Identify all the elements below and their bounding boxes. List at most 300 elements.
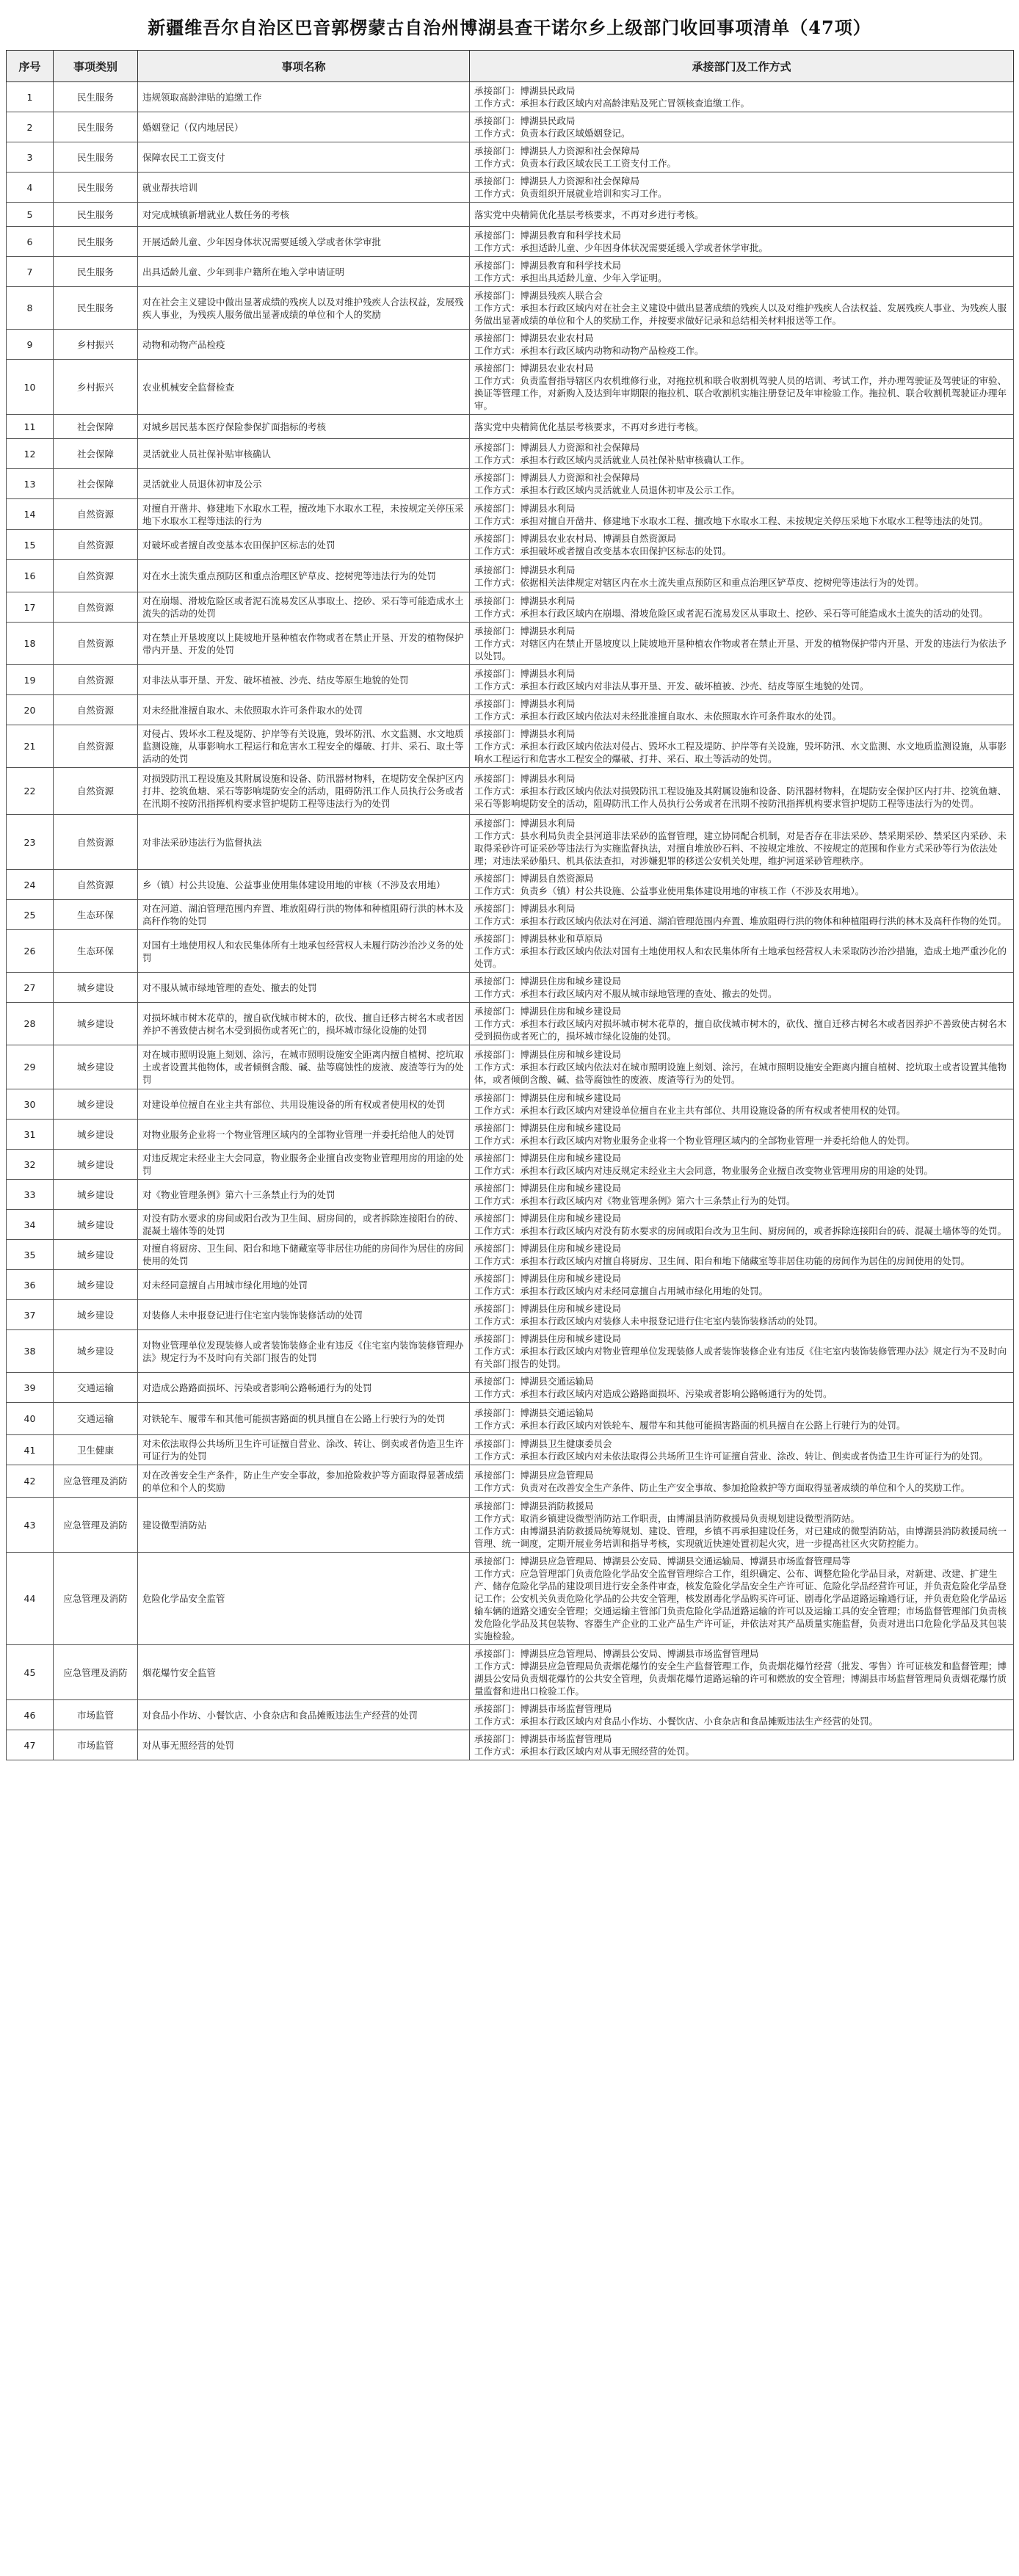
cell-name: 对在社会主义建设中做出显著成绩的残疾人以及对维护残疾人合法权益，发展残疾人事业，为残疾人服务做出显著成绩的单位和个人的奖励 [138, 287, 470, 330]
cell-name: 对损毁防汛工程设施及其附属设施和设备、防汛器材物料，在堤防安全保护区内打井、挖筑鱼塘、采石等影响堤防安全的活动，阻碍防汛工作人员执行公务或者在汛期不按防汛指挥机构要求管护堤防工程等违法行为的处罚 [138, 768, 470, 815]
table-row [7, 439, 1014, 469]
dept-line: 承接部门：博湖县住房和城乡建设局 [474, 1092, 622, 1103]
table-row [7, 469, 1014, 499]
cell-no: 4 [7, 173, 54, 203]
cell-dept [470, 815, 1014, 870]
header-dept: 承接部门及工作方式 [470, 51, 1014, 82]
dept-line: 工作方式：依据相关法律规定对辖区内在水土流失重点预防区和重点治理区铲草皮、挖树兜等违法行为的处罚。 [474, 576, 924, 588]
cell-no: 5 [7, 203, 54, 227]
dept-line: 承接部门：博湖县应急管理局、博湖县公安局、博湖县交通运输局、博湖县市场监督管理局等 [474, 1556, 851, 1567]
table-row [7, 815, 1014, 870]
cell-dept [470, 1150, 1014, 1180]
cell-dept [470, 227, 1014, 257]
dept-line: 承接部门：博湖县消防救援局 [474, 1501, 594, 1512]
cell-dept [470, 725, 1014, 768]
table-row [7, 1373, 1014, 1403]
table-row [7, 725, 1014, 768]
cell-dept [470, 203, 1014, 227]
cell-no: 32 [7, 1150, 54, 1180]
dept-line: 落实党中央精简优化基层考核要求，不再对乡进行考核。 [474, 208, 704, 220]
table-row [7, 1240, 1014, 1270]
dept-line: 工作方式：由博湖县消防救援局统筹规划、建设、管理，乡镇不再承担建设任务，对已建成的微型消防站，由博湖县消防救援局统一管理、统一调度，定期开展业务培训和指导考核，实现就近快速处置初起火灾，进一步提高社区火灾防控能力。 [474, 1525, 1007, 1549]
table-row [7, 1645, 1014, 1700]
dept-line: 工作方式：负责本行政区域婚姻登记。 [474, 128, 631, 139]
cell-name: 对从事无照经营的处罚 [138, 1730, 470, 1760]
cell-no: 42 [7, 1465, 54, 1498]
table-row [7, 623, 1014, 665]
cell-category: 城乡建设 [54, 1300, 138, 1330]
cell-no: 16 [7, 560, 54, 592]
cell-dept [470, 112, 1014, 142]
dept-line: 工作方式：承担本行政区域内在崩塌、滑坡危险区或者泥石流易发区从事取土、挖砂、采石等可能造成水土流失的活动的处罚。 [474, 608, 989, 619]
dept-line: 承接部门：博湖县自然资源局 [474, 873, 594, 884]
dept-line: 工作方式：承担本行政区域内对未依法取得公共场所卫生许可证擅自营业、涂改、转让、倒卖或者伪造卫生许可证行为的处罚。 [474, 1451, 989, 1462]
cell-dept [470, 1465, 1014, 1498]
table-row [7, 82, 1014, 112]
cell-no: 26 [7, 930, 54, 973]
cell-name: 出具适龄儿童、少年到非户籍所在地入学申请证明 [138, 257, 470, 287]
cell-name: 对非法从事开垦、开发、破坏植被、沙壳、结皮等原生地貌的处罚 [138, 665, 470, 695]
table-row [7, 1553, 1014, 1645]
cell-category: 民生服务 [54, 112, 138, 142]
cell-name: 对擅自将厨房、卫生间、阳台和地下储藏室等非居住功能的房间作为居住的房间使用的处罚 [138, 1240, 470, 1270]
cell-dept [470, 1700, 1014, 1730]
dept-line: 工作方式：承担本行政区域内依法对在河道、湖泊管理范围内弃置、堆放阻碍行洪的物体和种植阻碍行洪的林木及高秆作物的处罚。 [474, 915, 1007, 926]
cell-category: 自然资源 [54, 815, 138, 870]
cell-no: 25 [7, 900, 54, 930]
cell-category: 自然资源 [54, 665, 138, 695]
dept-line: 工作方式：取消乡镇建设微型消防站工作职责，由博湖县消防救援局负责规划建设微型消防站。 [474, 1513, 860, 1524]
cell-name: 对侵占、毁坏水工程及堤防、护岸等有关设施，毁坏防汛、水文监测、水文地质监测设施，从事影响水工程运行和危害水工程安全的爆破、打井、采石、取土等活动的处罚 [138, 725, 470, 768]
cell-dept [470, 499, 1014, 530]
cell-category: 交通运输 [54, 1373, 138, 1403]
dept-line: 承接部门：博湖县水利局 [474, 668, 576, 679]
cell-category: 自然资源 [54, 768, 138, 815]
cell-category: 社会保障 [54, 469, 138, 499]
cell-category: 城乡建设 [54, 1210, 138, 1240]
cell-no: 12 [7, 439, 54, 469]
cell-category: 社会保障 [54, 439, 138, 469]
cell-category: 社会保障 [54, 415, 138, 439]
cell-category: 民生服务 [54, 203, 138, 227]
cell-name: 对没有防水要求的房间或阳台改为卫生间、厨房间的，或者拆除连接阳台的砖、混凝土墙体等的处罚 [138, 1210, 470, 1240]
cell-dept [470, 592, 1014, 623]
dept-line: 工作方式：承担本行政区域内对高龄津贴及死亡冒领核查追缴工作。 [474, 98, 750, 109]
dept-line: 承接部门：博湖县住房和城乡建设局 [474, 1333, 622, 1344]
dept-line: 承接部门：博湖县教育和科学技术局 [474, 260, 622, 271]
cell-no: 15 [7, 530, 54, 560]
cell-dept [470, 1300, 1014, 1330]
cell-category: 自然资源 [54, 623, 138, 665]
table-row [7, 257, 1014, 287]
table-header-row [7, 51, 1014, 82]
cell-no: 35 [7, 1240, 54, 1270]
cell-no: 36 [7, 1270, 54, 1300]
cell-category: 自然资源 [54, 725, 138, 768]
table-row [7, 1730, 1014, 1760]
cell-no: 43 [7, 1498, 54, 1553]
dept-line: 承接部门：博湖县卫生健康委员会 [474, 1438, 612, 1449]
cell-name: 对在改善安全生产条件，防止生产安全事故，参加抢险救护等方面取得显著成绩的单位和个人的奖励 [138, 1465, 470, 1498]
cell-no: 23 [7, 815, 54, 870]
cell-name: 保障农民工工资支付 [138, 142, 470, 173]
dept-line: 承接部门：博湖县住房和城乡建设局 [474, 1153, 622, 1164]
dept-line: 承接部门：博湖县住房和城乡建设局 [474, 1183, 622, 1194]
cell-name: 对造成公路路面损坏、污染或者影响公路畅通行为的处罚 [138, 1373, 470, 1403]
table-row [7, 1330, 1014, 1373]
cell-category: 自然资源 [54, 695, 138, 725]
cell-no: 2 [7, 112, 54, 142]
cell-dept [470, 1270, 1014, 1300]
cell-name: 对破坏或者擅自改变基本农田保护区标志的处罚 [138, 530, 470, 560]
cell-dept [470, 1210, 1014, 1240]
cell-dept [470, 1435, 1014, 1465]
table-row [7, 415, 1014, 439]
cell-no: 31 [7, 1120, 54, 1150]
dept-line: 工作方式：承担本行政区域内对物业管理单位发现装修人或者装饰装修企业有违反《住宅室内装饰装修管理办法》规定行为不及时向有关部门报告的处罚。 [474, 1346, 1007, 1369]
cell-dept [470, 1498, 1014, 1553]
cell-no: 10 [7, 360, 54, 415]
cell-category: 交通运输 [54, 1403, 138, 1435]
cell-no: 7 [7, 257, 54, 287]
dept-line: 承接部门：博湖县交通运输局 [474, 1407, 594, 1418]
cell-category: 城乡建设 [54, 1003, 138, 1045]
cell-dept [470, 665, 1014, 695]
dept-line: 工作方式：承担本行政区域内对从事无照经营的处罚。 [474, 1746, 695, 1757]
table-row [7, 665, 1014, 695]
cell-name: 对不服从城市绿地管理的查处、撤去的处罚 [138, 973, 470, 1003]
dept-line: 工作方式：承担本行政区域内依法对在城市照明设施上刻划、涂污，在城市照明设施安全距离内擅自植树、挖坑取土或者设置其他物体，或者倾倒含酸、碱、盐等腐蚀性的废液、废渣等行为的处罚。 [474, 1062, 1007, 1085]
cell-name: 对物业服务企业将一个物业管理区域内的全部物业管理一并委托给他人的处罚 [138, 1120, 470, 1150]
dept-line: 工作方式：负责乡（镇）村公共设施、公益事业使用集体建设用地的审核工作（不涉及农用地）。 [474, 885, 865, 896]
cell-category: 生态环保 [54, 930, 138, 973]
dept-line: 承接部门：博湖县人力资源和社会保障局 [474, 145, 640, 156]
dept-line: 承接部门：博湖县民政局 [474, 115, 576, 126]
dept-line: 承接部门：博湖县市场监督管理局 [474, 1703, 612, 1714]
cell-dept [470, 1373, 1014, 1403]
items-table [6, 50, 1014, 1760]
cell-name: 对在崩塌、滑坡危险区或者泥石流易发区从事取土、挖砂、采石等可能造成水土流失的活动的处罚 [138, 592, 470, 623]
cell-no: 11 [7, 415, 54, 439]
cell-name: 对食品小作坊、小餐饮店、小食杂店和食品摊贩违法生产经营的处罚 [138, 1700, 470, 1730]
cell-no: 40 [7, 1403, 54, 1435]
cell-name: 对《物业管理条例》第六十三条禁止行为的处罚 [138, 1180, 470, 1210]
dept-line: 工作方式：承担本行政区域内依法对未经批准擅自取水、未依照取水许可条件取水的处罚。 [474, 711, 842, 722]
cell-category: 城乡建设 [54, 1180, 138, 1210]
table-row [7, 900, 1014, 930]
cell-no: 13 [7, 469, 54, 499]
cell-category: 市场监管 [54, 1730, 138, 1760]
table-row [7, 1089, 1014, 1120]
cell-no: 33 [7, 1180, 54, 1210]
cell-dept [470, 257, 1014, 287]
cell-category: 民生服务 [54, 173, 138, 203]
cell-category: 民生服务 [54, 287, 138, 330]
cell-category: 民生服务 [54, 257, 138, 287]
dept-line: 工作方式：承担本行政区域内对非法从事开垦、开发、破坏植被、沙壳、结皮等原生地貌的处罚。 [474, 681, 869, 692]
cell-name: 开展适龄儿童、少年因身体状况需要延缓入学或者休学审批 [138, 227, 470, 257]
cell-dept [470, 870, 1014, 900]
dept-line: 承接部门：博湖县民政局 [474, 85, 576, 96]
cell-category: 民生服务 [54, 227, 138, 257]
cell-no: 34 [7, 1210, 54, 1240]
dept-line: 承接部门：博湖县水利局 [474, 564, 576, 576]
cell-dept [470, 1403, 1014, 1435]
cell-name: 动物和动物产品检疫 [138, 330, 470, 360]
dept-line: 工作方式：负责监督指导辖区内农机维修行业，对拖拉机和联合收割机驾驶人员的培训、考试工作，并办理驾驶证及驾驶证的审验、换证等管理工作，对新购入及达到年审期限的拖拉机、联合收割机实施注册登记及年审检验工作。拖拉机、联合收割机驾驶证办理年审。 [474, 375, 1007, 411]
dept-line: 承接部门：博湖县水利局 [474, 625, 576, 636]
table-row [7, 592, 1014, 623]
dept-line: 工作方式：承担本行政区域内对建设单位擅自在业主共有部位、共用设施设备的所有权或者使用权的处罚。 [474, 1105, 906, 1116]
table-row [7, 360, 1014, 415]
cell-name: 对铁轮车、履带车和其他可能损害路面的机具擅自在公路上行驶行为的处罚 [138, 1403, 470, 1435]
dept-line: 工作方式：承担本行政区域内对在社会主义建设中做出显著成绩的残疾人以及对维护残疾人合法权益、发展残疾人事业、为残疾人服务做出显著成绩的单位和个人的奖励工作，并按要求做好记录和总结相关材料报送等工作。 [474, 302, 1007, 326]
dept-line: 工作方式：承担本行政区域内依法对侵占、毁坏水工程及堤防、护岸等有关设施，毁坏防汛、水文监测、水文地质监测设施，从事影响水工程运行和危害水工程安全的爆破、打井、采石、取土等活动的处罚。 [474, 741, 1007, 764]
cell-no: 28 [7, 1003, 54, 1045]
cell-category: 城乡建设 [54, 1150, 138, 1180]
cell-category: 乡村振兴 [54, 330, 138, 360]
dept-line: 工作方式：承担本行政区域内对没有防水要求的房间或阳台改为卫生间、厨房间的，或者拆除连接阳台的砖、混凝土墙体等的处罚。 [474, 1225, 1007, 1236]
cell-name: 对装修人未申报登记进行住宅室内装饰装修活动的处罚 [138, 1300, 470, 1330]
cell-dept [470, 360, 1014, 415]
cell-dept [470, 1645, 1014, 1700]
cell-category: 自然资源 [54, 560, 138, 592]
table-row [7, 499, 1014, 530]
cell-no: 14 [7, 499, 54, 530]
cell-name: 对在城市照明设施上刻划、涂污，在城市照明设施安全距离内擅自植树、挖坑取土或者设置其他物体，或者倾倒含酸、碱、盐等腐蚀性的废液、废渣等行为的处罚 [138, 1045, 470, 1089]
dept-line: 承接部门：博湖县水利局 [474, 773, 576, 784]
cell-dept [470, 1003, 1014, 1045]
table-row [7, 112, 1014, 142]
dept-line: 工作方式：承担对擅自开凿井、修建地下水取水工程、擅改地下水取水工程、未按规定关停压采地下水取水工程等违法的处罚。 [474, 515, 989, 526]
dept-line: 工作方式：承担本行政区域内依法对国有土地使用权人和农民集体所有土地承包经营权人未采取防沙治沙措施，造成土地严重沙化的处罚。 [474, 946, 1007, 969]
table-row [7, 1300, 1014, 1330]
cell-name: 对完成城镇新增就业人数任务的考核 [138, 203, 470, 227]
dept-line: 工作方式：承担本行政区域内对损坏城市树木花草的，擅自砍伐城市树木的，砍伐、擅自迁移古树名木或者因养护不善致使古树名木受到损伤或者死亡的，损坏城市绿化设施的处罚。 [474, 1018, 1007, 1042]
dept-line: 工作方式：承担本行政区域内对不服从城市绿地管理的查处、撤去的处罚。 [474, 988, 777, 999]
cell-no: 22 [7, 768, 54, 815]
cell-category: 城乡建设 [54, 1120, 138, 1150]
header-name: 事项名称 [138, 51, 470, 82]
cell-no: 6 [7, 227, 54, 257]
dept-line: 承接部门：博湖县住房和城乡建设局 [474, 1122, 622, 1133]
dept-line: 承接部门：博湖县住房和城乡建设局 [474, 1006, 622, 1017]
cell-category: 城乡建设 [54, 1045, 138, 1089]
dept-line: 工作方式：承担出具适龄儿童、少年入学证明。 [474, 272, 667, 283]
table-row [7, 973, 1014, 1003]
cell-name: 对擅自开凿井、修建地下水取水工程，擅改地下水取水工程，未按规定关停压采地下水取水工程等违法的行为 [138, 499, 470, 530]
cell-name: 农业机械安全监督检查 [138, 360, 470, 415]
cell-name: 对在河道、湖泊管理范围内弃置、堆放阻碍行洪的物体和种植阻碍行洪的林木及高秆作物的处罚 [138, 900, 470, 930]
cell-dept [470, 1730, 1014, 1760]
dept-line: 工作方式：承担本行政区域内灵活就业人员退休初审及公示工作。 [474, 485, 741, 496]
cell-dept [470, 173, 1014, 203]
dept-line: 承接部门：博湖县住房和城乡建设局 [474, 1303, 622, 1314]
cell-no: 17 [7, 592, 54, 623]
cell-name: 对在禁止开垦坡度以上陡坡地开垦种植农作物或者在禁止开垦、开发的植物保护带内开垦、开发的处罚 [138, 623, 470, 665]
table-row [7, 1003, 1014, 1045]
cell-no: 39 [7, 1373, 54, 1403]
dept-line: 工作方式：博湖县应急管理局负责烟花爆竹的安全生产监督管理工作，负责烟花爆竹经营（批发、零售）许可证核发和监督管理；博湖县公安局负责烟花爆竹的公共安全管理，负责烟花爆竹道路运输的许可和燃放的安全管理；博湖县市场监督管理局负责烟花爆竹质量监督和进出口检验工作。 [474, 1661, 1007, 1697]
cell-dept [470, 415, 1014, 439]
cell-name: 对未经同意擅自占用城市绿化用地的处罚 [138, 1270, 470, 1300]
dept-line: 承接部门：博湖县住房和城乡建设局 [474, 1049, 622, 1060]
table-row [7, 530, 1014, 560]
dept-line: 工作方式：承担本行政区域内对擅自将厨房、卫生间、阳台和地下储藏室等非居住功能的房间作为居住的房间使用的处罚。 [474, 1255, 971, 1266]
cell-dept [470, 330, 1014, 360]
cell-no: 18 [7, 623, 54, 665]
dept-line: 工作方式：县水利局负责全县河道非法采砂的监督管理，建立协同配合机制，对是否存在非法采砂、禁采期采砂、禁采区内采砂、未取得采砂许可证采砂等违法行为实施监督执法，对擅自堆放砂石料、不按规定堆放、不按规定的范围和作业方式采砂等行为依法处理；对违法采砂船只、机具依法查扣，对涉嫌犯罪的移送公安机关处理，维护河道采砂管理秩序。 [474, 830, 1007, 866]
dept-line: 工作方式：承担本行政区域内对物业服务企业将一个物业管理区域内的全部物业管理一并委托给他人的处罚。 [474, 1135, 915, 1146]
cell-category: 应急管理及消防 [54, 1498, 138, 1553]
cell-category: 自然资源 [54, 592, 138, 623]
cell-category: 民生服务 [54, 142, 138, 173]
dept-line: 承接部门：博湖县残疾人联合会 [474, 290, 603, 301]
dept-line: 工作方式：承担本行政区域内对违反规定未经业主大会同意，物业服务企业擅自改变物业管理用房的用途的处罚。 [474, 1165, 934, 1176]
cell-dept [470, 930, 1014, 973]
cell-name: 对未经批准擅自取水、未依照取水许可条件取水的处罚 [138, 695, 470, 725]
dept-line: 承接部门：博湖县交通运输局 [474, 1376, 594, 1387]
table-row [7, 1270, 1014, 1300]
cell-no: 29 [7, 1045, 54, 1089]
cell-category: 应急管理及消防 [54, 1465, 138, 1498]
dept-line: 承接部门：博湖县人力资源和社会保障局 [474, 472, 640, 483]
cell-no: 8 [7, 287, 54, 330]
dept-line: 工作方式：承担本行政区域内对未经同意擅自占用城市绿化用地的处罚。 [474, 1285, 769, 1296]
dept-line: 承接部门：博湖县水利局 [474, 903, 576, 914]
dept-line: 工作方式：应急管理部门负责危险化学品安全监督管理综合工作，组织确定、公布、调整危险化学品目录，对新建、改建、扩建生产、储存危险化学品的建设项目进行安全条件审查，核发危险化学品安全生产许可证、危险化学品经营许可证，并负责危险化学品登记工作；公安机关负责危险化学品的公共安全管理，核发剧毒化学品购买许可证、剧毒化学品道路运输通行证，并负责危险化学品运输车辆的道路交通安全管理；交通运输主管部门负责危险化学品道路运输的许可以及运输工具的安全管理；市场监督管理部门负责核发危险化学品及其包装物、容器生产企业的工业产品生产许可证，并依法对其产品质量实施监督，负责对进出口危险化学品及其包装实施检验。 [474, 1568, 1007, 1641]
table-row [7, 695, 1014, 725]
table-row [7, 870, 1014, 900]
table-row [7, 930, 1014, 973]
dept-line: 承接部门：博湖县住房和城乡建设局 [474, 1243, 622, 1254]
table-row [7, 1403, 1014, 1435]
dept-line: 工作方式：承担本行政区域内对铁轮车、履带车和其他可能损害路面的机具擅自在公路上行驶行为的处罚。 [474, 1419, 906, 1431]
dept-line: 工作方式：负责对在改善安全生产条件、防止生产安全事故、参加抢险救护等方面取得显著成绩的单位和个人的奖励工作。 [474, 1481, 971, 1493]
cell-name: 烟花爆竹安全监管 [138, 1645, 470, 1700]
cell-no: 20 [7, 695, 54, 725]
table-row [7, 1700, 1014, 1730]
dept-line: 工作方式：承担本行政区域内对造成公路路面损坏、污染或者影响公路畅通行为的处罚。 [474, 1388, 833, 1399]
cell-dept [470, 695, 1014, 725]
cell-name: 灵活就业人员退休初审及公示 [138, 469, 470, 499]
cell-dept [470, 469, 1014, 499]
cell-no: 41 [7, 1435, 54, 1465]
header-category: 事项类别 [54, 51, 138, 82]
cell-dept [470, 82, 1014, 112]
dept-line: 工作方式：承担本行政区域内依法对损毁防汛工程设施及其附属设施和设备、防汛器材物料，在堤防安全保护区内打井、挖筑鱼塘、采石等影响堤防安全的活动，阻碍防汛工作人员执行公务或者在汛期不按防汛指挥机构要求管护堤防工程等违法行为的处罚。 [474, 786, 1007, 809]
cell-name: 灵活就业人员社保补贴审核确认 [138, 439, 470, 469]
dept-line: 工作方式：负责组织开展就业培训和实习工作。 [474, 188, 667, 199]
table-row [7, 287, 1014, 330]
dept-line: 承接部门：博湖县水利局 [474, 818, 576, 829]
dept-line: 工作方式：承担本行政区域内对装修人未申报登记进行住宅室内装饰装修活动的处罚。 [474, 1316, 824, 1327]
dept-line: 承接部门：博湖县水利局 [474, 698, 576, 709]
cell-name: 乡（镇）村公共设施、公益事业使用集体建设用地的审核（不涉及农用地） [138, 870, 470, 900]
cell-no: 1 [7, 82, 54, 112]
cell-category: 应急管理及消防 [54, 1645, 138, 1700]
dept-line: 承接部门：博湖县人力资源和社会保障局 [474, 442, 640, 453]
dept-line: 承接部门：博湖县教育和科学技术局 [474, 230, 622, 241]
cell-dept [470, 530, 1014, 560]
dept-line: 承接部门：博湖县水利局 [474, 595, 576, 606]
dept-line: 工作方式：承担本行政区域内灵活就业人员社保补贴审核确认工作。 [474, 454, 750, 465]
dept-line: 承接部门：博湖县人力资源和社会保障局 [474, 175, 640, 186]
dept-line: 承接部门：博湖县住房和城乡建设局 [474, 1213, 622, 1224]
cell-dept [470, 1045, 1014, 1089]
dept-line: 承接部门：博湖县林业和草原局 [474, 933, 603, 944]
cell-category: 自然资源 [54, 870, 138, 900]
table-row [7, 203, 1014, 227]
table-row [7, 1210, 1014, 1240]
cell-category: 应急管理及消防 [54, 1553, 138, 1645]
cell-name: 对建设单位擅自在业主共有部位、共用设施设备的所有权或者使用权的处罚 [138, 1089, 470, 1120]
cell-dept [470, 623, 1014, 665]
dept-line: 承接部门：博湖县水利局 [474, 728, 576, 739]
cell-category: 自然资源 [54, 530, 138, 560]
dept-line: 承接部门：博湖县住房和城乡建设局 [474, 976, 622, 987]
table-row [7, 1465, 1014, 1498]
cell-name: 对未依法取得公共场所卫生许可证擅自营业、涂改、转让、倒卖或者伪造卫生许可证行为的处罚 [138, 1435, 470, 1465]
dept-line: 工作方式：负责本行政区域农民工工资支付工作。 [474, 158, 677, 169]
cell-dept [470, 1180, 1014, 1210]
cell-name: 建设微型消防站 [138, 1498, 470, 1553]
dept-line: 承接部门：博湖县水利局 [474, 502, 576, 514]
cell-dept [470, 1553, 1014, 1645]
cell-category: 民生服务 [54, 82, 138, 112]
cell-category: 生态环保 [54, 900, 138, 930]
dept-line: 承接部门：博湖县市场监督管理局 [474, 1733, 612, 1744]
dept-line: 工作方式：承担本行政区域内动物和动物产品检疫工作。 [474, 345, 704, 356]
cell-category: 市场监管 [54, 1700, 138, 1730]
table-row [7, 1498, 1014, 1553]
dept-line: 工作方式：承担破坏或者擅自改变基本农田保护区标志的处罚。 [474, 545, 732, 556]
dept-line: 工作方式：承担本行政区域内对《物业管理条例》第六十三条禁止行为的处罚。 [474, 1195, 796, 1206]
table-row [7, 560, 1014, 592]
cell-no: 37 [7, 1300, 54, 1330]
table-row [7, 1045, 1014, 1089]
cell-no: 38 [7, 1330, 54, 1373]
cell-no: 47 [7, 1730, 54, 1760]
cell-dept [470, 142, 1014, 173]
cell-category: 城乡建设 [54, 1330, 138, 1373]
dept-line: 承接部门：博湖县应急管理局 [474, 1469, 594, 1481]
dept-line: 承接部门：博湖县住房和城乡建设局 [474, 1273, 622, 1284]
cell-dept [470, 560, 1014, 592]
dept-line: 工作方式：承担适龄儿童、少年因身体状况需要延缓入学或者休学审批。 [474, 242, 769, 253]
dept-line: 工作方式：对辖区内在禁止开垦坡度以上陡坡地开垦种植农作物或者在禁止开垦、开发的植物保护带内开垦、开发的违法行为依法予以处罚。 [474, 638, 1007, 661]
document-title: 新疆维吾尔自治区巴音郭楞蒙古自治州博湖县查干诺尔乡上级部门收回事项清单（47项） [148, 17, 871, 38]
cell-name: 就业帮扶培训 [138, 173, 470, 203]
cell-name: 对国有土地使用权人和农民集体所有土地承包经营权人未履行防沙治沙义务的处罚 [138, 930, 470, 973]
dept-line: 落实党中央精简优化基层考核要求，不再对乡进行考核。 [474, 421, 704, 432]
cell-dept [470, 973, 1014, 1003]
header-no: 序号 [7, 51, 54, 82]
cell-dept [470, 1120, 1014, 1150]
cell-name: 对城乡居民基本医疗保险参保扩面指标的考核 [138, 415, 470, 439]
cell-category: 乡村振兴 [54, 360, 138, 415]
cell-no: 46 [7, 1700, 54, 1730]
table-row [7, 1180, 1014, 1210]
dept-line: 承接部门：博湖县应急管理局、博湖县公安局、博湖县市场监督管理局 [474, 1648, 759, 1659]
cell-no: 44 [7, 1553, 54, 1645]
table-row [7, 1120, 1014, 1150]
cell-category: 城乡建设 [54, 1089, 138, 1120]
cell-category: 自然资源 [54, 499, 138, 530]
cell-category: 城乡建设 [54, 1270, 138, 1300]
cell-category: 城乡建设 [54, 973, 138, 1003]
cell-name: 危险化学品安全监管 [138, 1553, 470, 1645]
